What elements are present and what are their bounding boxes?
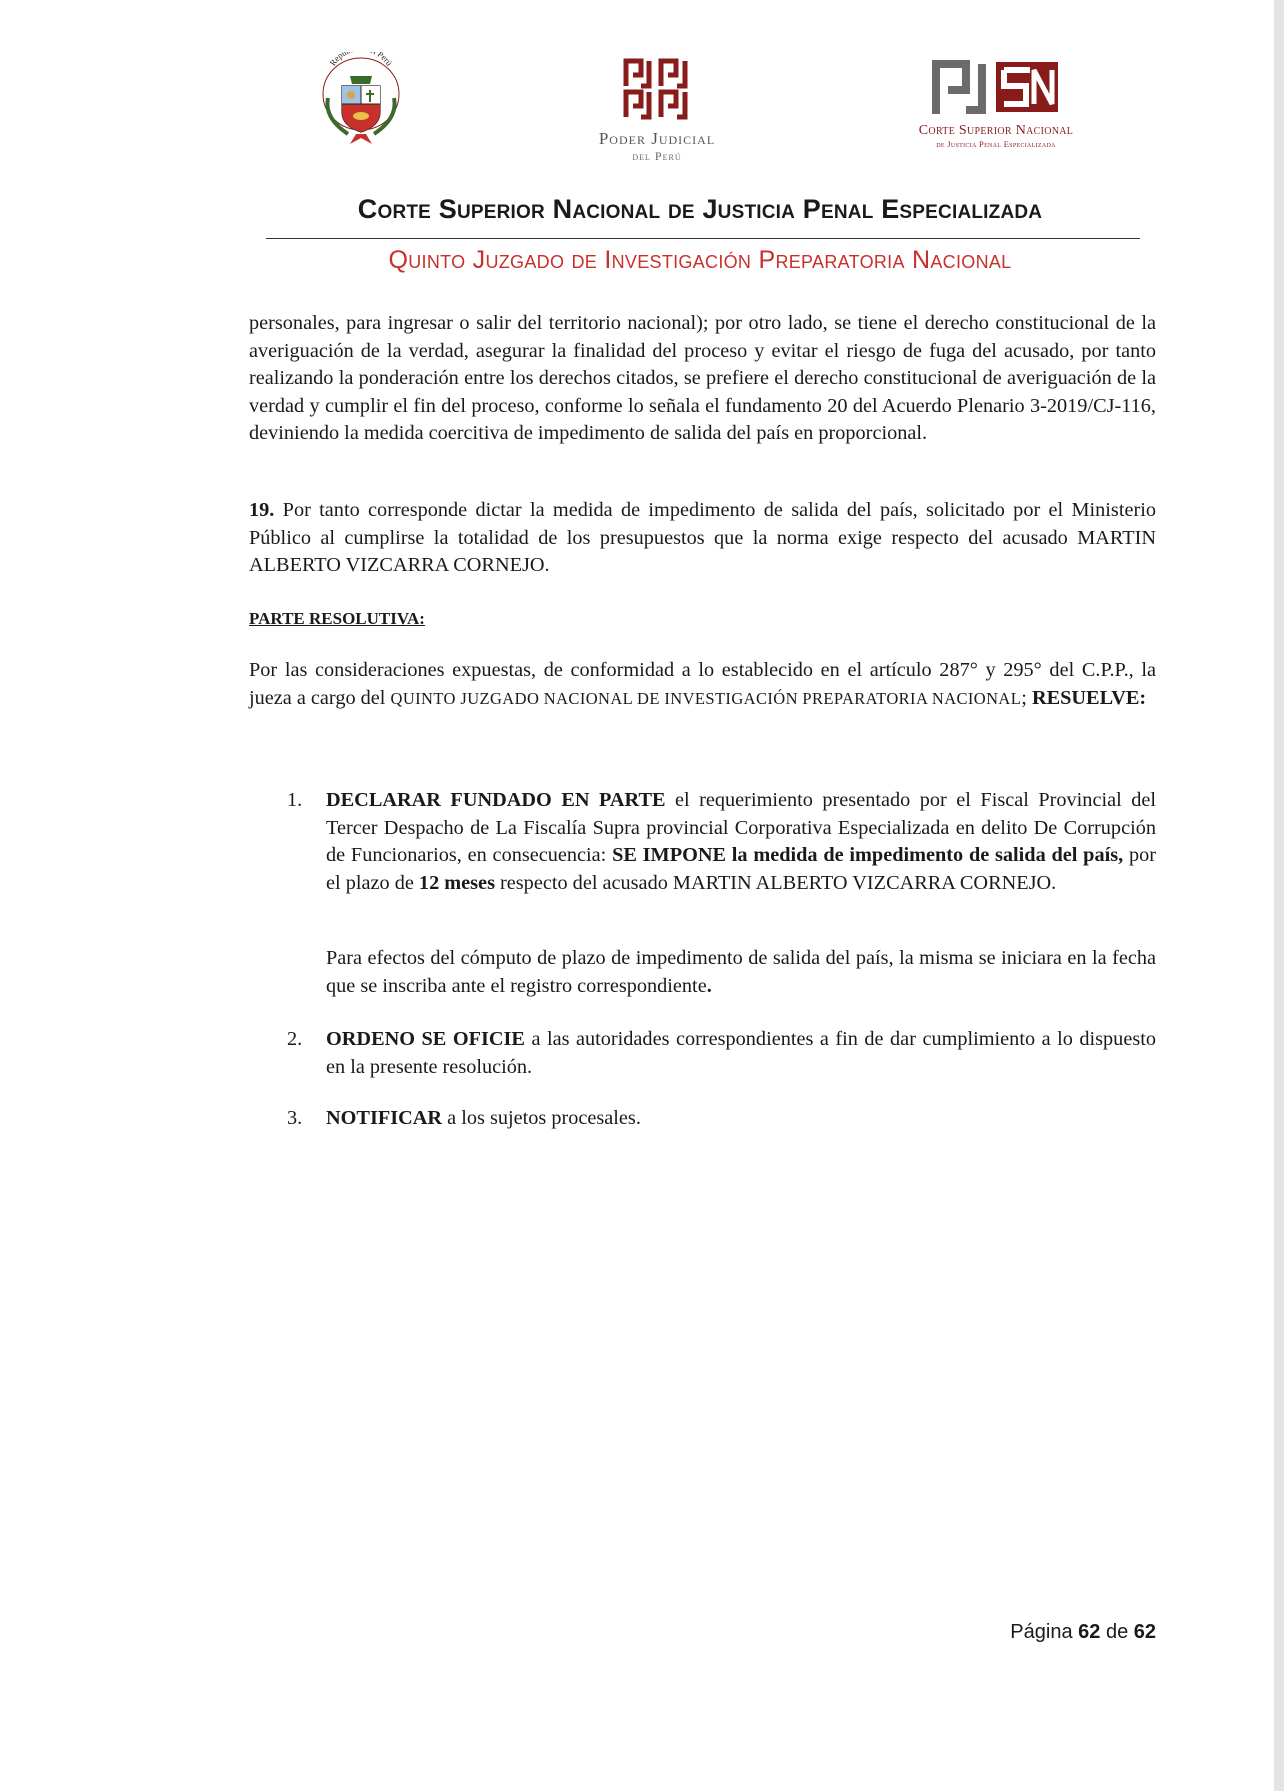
paragraph-19 <box>249 497 1156 580</box>
bold-text: 12 meses <box>418 871 495 894</box>
csn-caption: Corte Superior Nacional <box>918 123 1074 138</box>
text: a los sujetos procesales. <box>442 1107 641 1129</box>
csn-logo-icon <box>906 58 1086 154</box>
paragraph-continuation: personales, para ingresar o salir del territorio nacional); por otro lado, se tiene el derecho constitucional de la averiguación de la verdad, asegurar la finalidad del proceso y evitar el riesgo de fuga del acusado, por tanto realizando la ponderación entre los derechos citados, se prefiere el derecho constitucional de averiguación de la verdad y cumplir el fin del proceso, conforme lo señala el fundamento 20 del Acuerdo Plenario 3-2019/CJ-116, deviniendo la medida coercitiva de impedimento de salida del país en proporcional. <box>249 312 1156 444</box>
page-edge <box>1274 0 1284 1791</box>
page-number <box>980 1621 1156 1644</box>
document-title: Corte Superior Nacional de Justicia Penal Especializada <box>357 194 1043 224</box>
page-separator: de <box>1100 1621 1134 1643</box>
resuelve-label: RESUELVE: <box>1031 686 1147 709</box>
title-divider <box>266 238 1140 239</box>
court-name: QUINTO JUZGADO NACIONAL DE INVESTIGACIÓN PREPARATORIA NACIONAL <box>390 688 1022 708</box>
paragraph-text: Por tanto corresponde dictar la medida de impedimento de salida del país, solicitado por el Ministerio Público al cumplirse la totalidad de los presupuestos que la norma exige respecto del acusado MARTIN ALBERTO VIZCARRA CORNEJO. <box>249 499 1156 576</box>
poder-judicial-logo-icon <box>592 58 722 170</box>
text: por el plazo de <box>326 844 1157 894</box>
list-item-text <box>326 1105 1156 1133</box>
list-item-text <box>326 787 1156 897</box>
total-pages: 62 <box>1133 1621 1156 1643</box>
paragraph-number: 19. <box>249 499 275 521</box>
list-number: 3. <box>287 1107 303 1129</box>
csn-caption-sub: de Justicia Penal Especializada <box>936 139 1056 149</box>
list-item-text <box>326 945 1156 1000</box>
section-heading: PARTE RESOLUTIVA: <box>249 609 425 628</box>
punctuation: ; <box>1021 686 1032 709</box>
svg-text:República del Perú: Repú Perú <box>327 52 395 68</box>
bold-text: NOTIFICAR <box>326 1107 443 1129</box>
paragraph-text: Por las consideraciones expuestas, de conformidad a lo establecido en el artículo 287° y 295° del C.P.P., la jueza a cargo del <box>249 659 1156 709</box>
pj-caption: Poder Judicial <box>598 129 716 148</box>
peru-coat-of-arms-icon <box>318 52 404 146</box>
paragraph-resolutive <box>249 657 1156 712</box>
text: el requerimiento presentado por el Fiscal Provincial del Tercer Despacho de La Fiscalía Supra provincial Corporativa Especializada en delito De Corrupción de Funcionarios, en consecuencia: <box>326 789 1156 866</box>
bold-text: . <box>706 974 712 997</box>
text: respecto del acusado MARTIN ALBERTO VIZCARRA CORNEJO. <box>494 871 1057 894</box>
page-label: Página <box>1010 1621 1079 1643</box>
text: a las autoridades correspondientes a fin de dar cumplimiento a lo dispuesto en la presente resolución. <box>326 1028 1156 1078</box>
bold-text: DECLARAR FUNDADO EN PARTE <box>326 789 666 811</box>
list-number: 2. <box>287 1028 303 1050</box>
bold-text: SE IMPONE la medida de impedimento de salida del país, <box>612 844 1124 866</box>
text: Para efectos del cómputo de plazo de impedimento de salida del país, la misma se iniciara en la fecha que se inscriba ante el registro correspondiente <box>326 947 1156 997</box>
pj-caption-country: del Perú <box>632 149 682 163</box>
list-number: 1. <box>287 789 303 811</box>
document-subtitle: Quinto Juzgado de Investigación Preparatoria Nacional <box>388 246 1012 274</box>
current-page: 62 <box>1078 1621 1101 1643</box>
bold-text: ORDENO SE OFICIE <box>326 1028 525 1050</box>
list-item-text <box>326 1026 1156 1081</box>
